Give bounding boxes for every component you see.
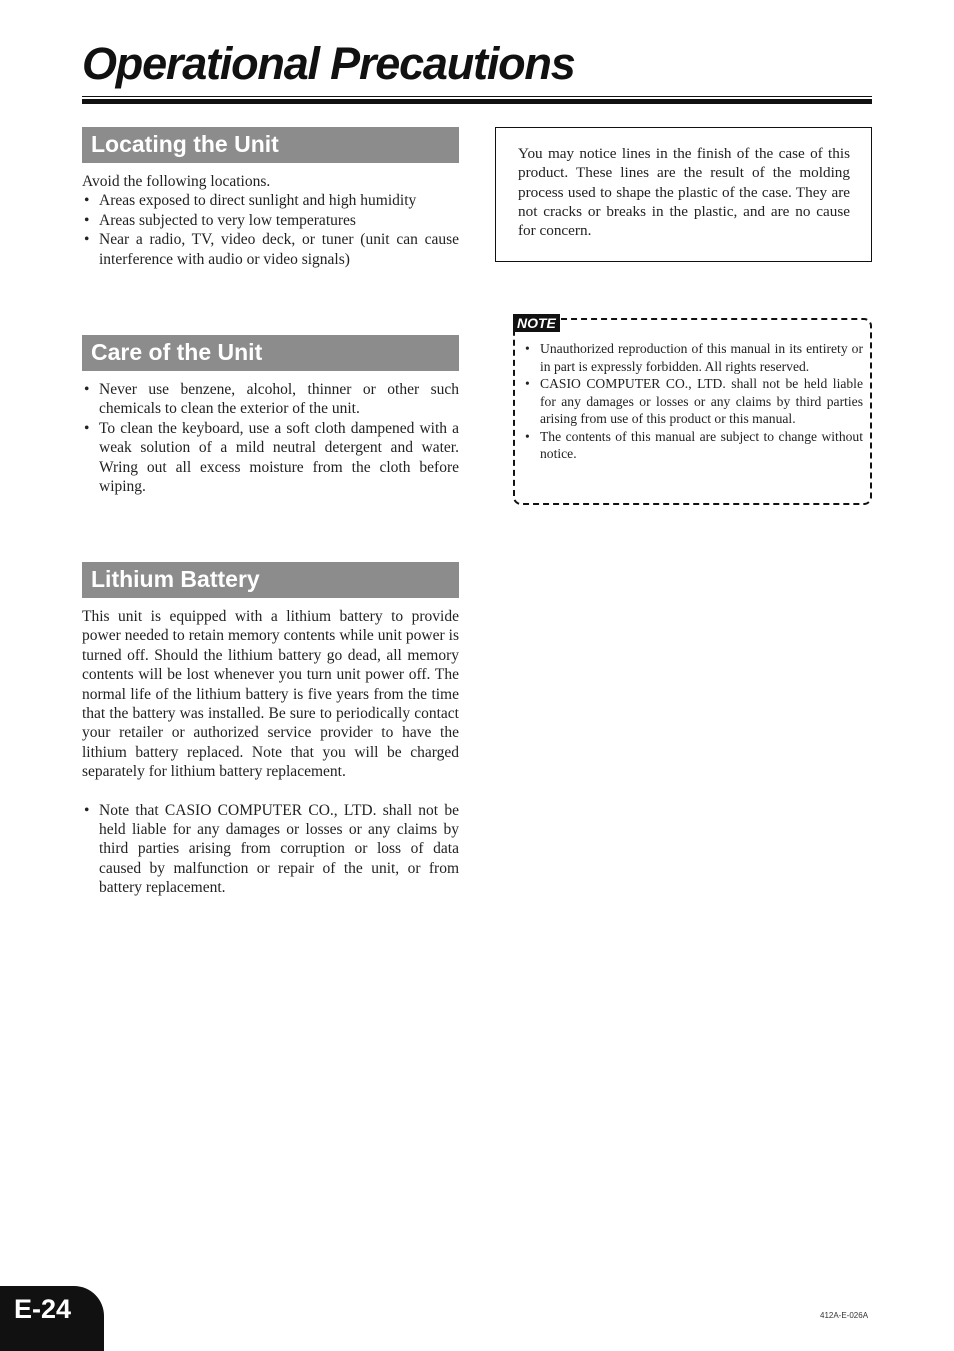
care-list — [82, 380, 459, 496]
list-item: • The contents of this manual are subject to change without notice. — [523, 428, 863, 463]
battery-paragraph: This unit is equipped with a lithium battery to provide power needed to retain memory contents while unit power is turned off. Should the lithium battery go dead, all memory contents will be lost whenever you turn unit power off. The normal life of the lithium battery is five years from the time that the battery was installed. Be sure to periodically contact your retailer or authorized service provider to have the lithium battery replaced. Note that you will be charged separately for lithium battery replacement. — [82, 608, 459, 781]
note-label: NOTE — [513, 314, 560, 332]
page-title: Operational Precautions — [82, 38, 575, 89]
list-item: • Areas exposed to direct sunlight and high humidity — [82, 191, 459, 210]
document-code: 412A-E-026A — [820, 1311, 869, 1320]
page-number: E-24 — [14, 1294, 72, 1324]
section-heading-battery: Lithium Battery — [82, 562, 459, 598]
list-item: • Note that CASIO COMPUTER CO., LTD. shall not be held liable for any damages or losses or any claims by third parties arising from corruption or loss of data caused by malfunction or repair of the unit, or from battery replacement. — [82, 801, 459, 898]
list-item: • Never use benzene, alcohol, thinner or other such chemicals to clean the exterior of the unit. — [82, 380, 459, 419]
list-item: • To clean the keyboard, use a soft cloth dampened with a weak solution of a mild neutral detergent and water. Wring out all excess moisture from the cloth before wiping. — [82, 419, 459, 497]
locating-list — [82, 191, 459, 269]
battery-list — [82, 801, 459, 898]
note-list — [523, 340, 863, 463]
section-heading-care: Care of the Unit — [82, 335, 459, 371]
title-rule-thick — [82, 99, 872, 104]
battery-body — [82, 607, 459, 898]
notice-text: You may notice lines in the finish of the case of this product. These lines are the result of the molding process used to shape the plastic of the case. They are not cracks or breaks in the plastic, and are no cause for concern. — [518, 145, 850, 240]
locating-body — [82, 172, 459, 269]
list-item: • Unauthorized reproduction of this manual in its entirety or in part is expressly forbidden. All rights reserved. — [523, 340, 863, 375]
title-rule-thin — [82, 96, 872, 97]
care-body — [82, 380, 459, 496]
section-heading-locating: Locating the Unit — [82, 127, 459, 163]
notice-box — [495, 127, 872, 262]
list-item: • Areas subjected to very low temperatures — [82, 211, 459, 230]
list-item: • Near a radio, TV, video deck, or tuner (unit can cause interference with audio or video signals) — [82, 230, 459, 269]
locating-intro: Avoid the following locations. — [82, 173, 271, 190]
list-item: • CASIO COMPUTER CO., LTD. shall not be held liable for any damages or losses or any claims by third parties arising from use of this product or this manual. — [523, 375, 863, 428]
